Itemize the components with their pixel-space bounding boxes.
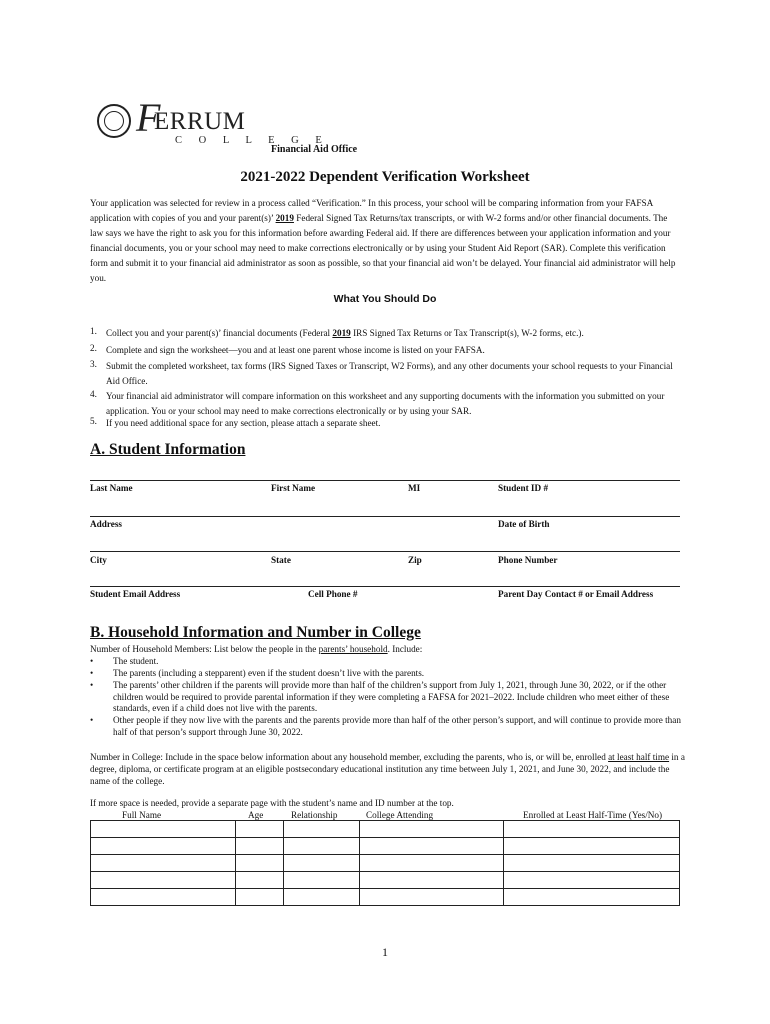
table-cell-input[interactable] bbox=[283, 872, 359, 889]
field-label: MI bbox=[408, 483, 421, 493]
bullet-icon: • bbox=[90, 668, 94, 678]
column-header: Full Name bbox=[122, 810, 162, 820]
field-label: Student ID # bbox=[498, 483, 549, 493]
table-row bbox=[91, 838, 680, 855]
table-cell-input[interactable] bbox=[504, 889, 680, 906]
field-label: State bbox=[271, 555, 291, 565]
office-name: Financial Aid Office bbox=[271, 144, 358, 155]
bullet-icon: • bbox=[90, 680, 94, 690]
list-item: The student. bbox=[113, 656, 159, 666]
table-cell-input[interactable] bbox=[91, 838, 236, 855]
table-cell-input[interactable] bbox=[91, 872, 236, 889]
table-cell-input[interactable] bbox=[235, 821, 283, 838]
table-cell-input[interactable] bbox=[235, 855, 283, 872]
more-space-note: If more space is needed, provide a separate page with the student’s name and ID number at the top. bbox=[90, 798, 454, 808]
table-cell-input[interactable] bbox=[235, 872, 283, 889]
field-label: Student Email Address bbox=[90, 589, 181, 599]
college-wordmark: F ERRUM bbox=[136, 95, 246, 140]
table-cell-input[interactable] bbox=[504, 872, 680, 889]
table-row bbox=[91, 872, 680, 889]
table-cell-input[interactable] bbox=[359, 889, 504, 906]
table-cell-input[interactable] bbox=[283, 838, 359, 855]
name-line[interactable] bbox=[90, 480, 680, 481]
college-wordmark-sub: C O L L E G E bbox=[175, 135, 329, 146]
list-item: The parents (including a stepparent) even if the student doesn’t live with the parents. bbox=[113, 668, 425, 678]
field-label: Zip bbox=[408, 555, 422, 565]
table-row bbox=[91, 855, 680, 872]
column-header: Enrolled at Least Half-Time (Yes/No) bbox=[523, 810, 663, 820]
table-row bbox=[91, 821, 680, 838]
bullet-icon: • bbox=[90, 656, 94, 666]
page-title: 2021-2022 Dependent Verification Worksheet bbox=[240, 169, 530, 185]
table-cell-input[interactable] bbox=[235, 838, 283, 855]
college-seal-logo bbox=[97, 104, 131, 138]
table-cell-input[interactable] bbox=[235, 889, 283, 906]
list-item: Other people if they now live with the parents and the parents provide more than half of the other person’s support, and will continue to provide more than half of that person’s support through June 30, 2022. bbox=[113, 715, 681, 737]
table-row bbox=[91, 889, 680, 906]
what-you-should-do-heading: What You Should Do bbox=[333, 293, 437, 305]
table-cell-input[interactable] bbox=[359, 821, 504, 838]
list-item: The parents’ other children if the parents will provide more than half of the children’s support from July 1, 2021, through June 30, 2022, or if the other children would be required to provide parental information if they were completing a FAFSA for 2021–2022. Include children who meet either of these standards, even if a child does not live with the parents. bbox=[113, 680, 670, 713]
column-header: Relationship bbox=[291, 810, 338, 820]
table-cell-input[interactable] bbox=[359, 855, 504, 872]
table-cell-input[interactable] bbox=[91, 821, 236, 838]
bullet-icon: • bbox=[90, 715, 94, 725]
field-label: City bbox=[90, 555, 107, 565]
table-cell-input[interactable] bbox=[504, 838, 680, 855]
table-cell-input[interactable] bbox=[91, 855, 236, 872]
field-label: Phone Number bbox=[498, 555, 558, 565]
table-cell-input[interactable] bbox=[283, 821, 359, 838]
table-cell-input[interactable] bbox=[91, 889, 236, 906]
field-label: Cell Phone # bbox=[308, 589, 358, 599]
table-cell-input[interactable] bbox=[283, 855, 359, 872]
section-a-heading: A. Student Information bbox=[90, 441, 246, 458]
page-number: 1 bbox=[382, 945, 388, 959]
table-cell-input[interactable] bbox=[283, 889, 359, 906]
field-label: Address bbox=[90, 519, 122, 529]
table-cell-input[interactable] bbox=[504, 855, 680, 872]
address-line[interactable] bbox=[90, 516, 680, 517]
column-header: Age bbox=[248, 810, 264, 820]
section-b-heading: B. Household Information and Number in College bbox=[90, 624, 421, 641]
intro-paragraph: Your application was selected for review in a process called “Verification.” In this process, your school will be comparing information from your FAFSA application with copies of you and your parent(s)’ 2019 Federal Signed Tax Returns/tax transcripts, or with W-2 forms and/or other financial documents. The law says we have the right to ask you for this information before awarding Federal aid. If there are differences between your application information and your financial documents, you or your school may need to make corrections electronically or by using your Student Aid Report (SAR). Complete this verification form and submit it to your financial aid administrator as soon as possible, so that your financial aid won’t be delayed. Your financial aid administrator will help you. bbox=[90, 198, 676, 283]
field-label: First Name bbox=[271, 483, 316, 493]
city-line[interactable] bbox=[90, 551, 680, 552]
number-in-college-paragraph: Number in College: Include in the space below information about any household member, excluding the parents, who is, or will be, enrolled at least half time in a degree, diploma, or certificate program at an eligible postsecondary educational institution any time between July 1, 2021, and June 30, 2022, and include the name of the college. bbox=[90, 752, 685, 786]
household-table bbox=[90, 820, 680, 906]
table-cell-input[interactable] bbox=[359, 872, 504, 889]
table-cell-input[interactable] bbox=[504, 821, 680, 838]
table-cell-input[interactable] bbox=[359, 838, 504, 855]
household-intro: Number of Household Members: List below the people in the parents’ household. Include: bbox=[90, 644, 423, 654]
contact-line[interactable] bbox=[90, 586, 680, 587]
field-label: Last Name bbox=[90, 483, 133, 493]
field-label: Parent Day Contact # or Email Address bbox=[498, 589, 654, 599]
field-label: Date of Birth bbox=[498, 519, 550, 529]
column-header: College Attending bbox=[366, 810, 434, 820]
